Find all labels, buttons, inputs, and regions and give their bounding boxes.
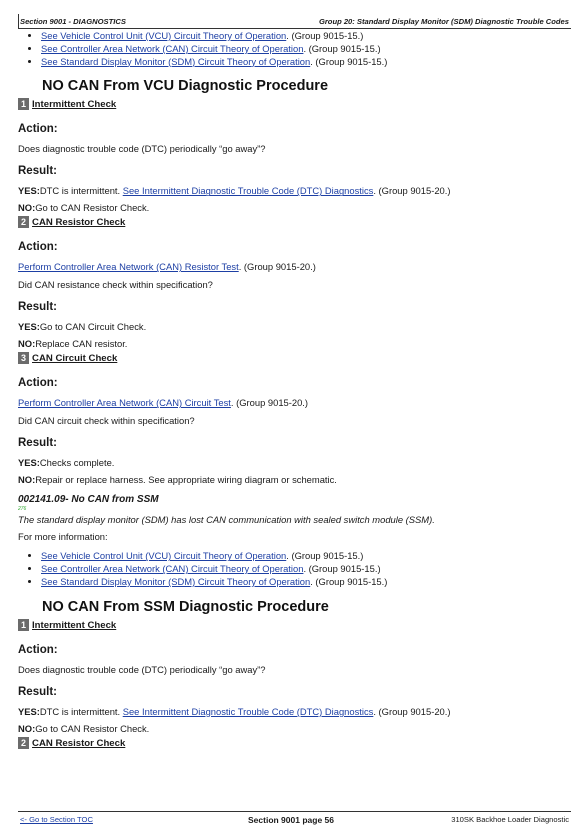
result-yes: YES:Checks complete. [18,457,115,469]
more-info-label: For more information: [18,531,108,543]
vcu-theory-link[interactable]: See Vehicle Control Unit (VCU) Circuit Theory of Operation [41,550,287,562]
list-item: • See Vehicle Control Unit (VCU) Circuit Theory of Operation. (Group 9015-15.) [41,550,573,563]
dtc-id: 276 [18,506,27,513]
mid-link-list [18,550,573,588]
go-to-section-toc-link[interactable]: <- Go to Section TOC [20,815,93,824]
dtc-description: The standard display monitor (SDM) has lost CAN communication with sealed switch module (SSM). [18,514,435,526]
result-heading: Result: [18,685,57,698]
action-instruction: Perform Controller Area Network (CAN) Resistor Test. (Group 9015-20.) [18,261,316,273]
list-item: • See Vehicle Control Unit (VCU) Circuit Theory of Operation. (Group 9015-15.) [41,30,573,43]
dtc-title: 002141.09- No CAN from SSM [18,494,159,506]
step-label[interactable]: Intermittent Check [32,619,117,631]
ssm-procedure-title: NO CAN From SSM Diagnostic Procedure [42,598,329,615]
list-item: • See Controller Area Network (CAN) Circuit Theory of Operation. (Group 9015-15.) [41,563,573,576]
header-group: Group 20: Standard Display Monitor (SDM) Diagnostic Trouble Codes [318,17,569,26]
list-item: • See Controller Area Network (CAN) Circuit Theory of Operation. (Group 9015-15.) [41,43,573,56]
page-footer [18,811,571,826]
action-heading: Action: [18,643,58,656]
step-label[interactable]: Intermittent Check [32,99,117,111]
page-number: Section 9001 page 56 [248,815,334,825]
step-number-badge: 1 [18,619,29,631]
ssm-step-1 [18,619,573,634]
page-header [18,14,571,29]
step-number-badge: 2 [18,216,29,228]
can-circuit-test-link[interactable]: Perform Controller Area Network (CAN) Circuit Test [18,397,231,409]
result-yes: YES:DTC is intermittent. See Intermittent Diagnostic Trouble Code (DTC) Diagnostics. (Group 9015-20.) [18,185,451,197]
step-label[interactable]: CAN Circuit Check [32,353,118,365]
page-content [18,30,573,752]
top-link-list [18,30,573,68]
ssm-step-2 [18,737,573,752]
action-instruction: Perform Controller Area Network (CAN) Circuit Test. (Group 9015-20.) [18,397,309,409]
result-heading: Result: [18,165,57,178]
step-number-badge: 3 [18,352,29,364]
action-heading: Action: [18,241,58,254]
step-number-badge: 2 [18,737,29,749]
intermittent-dtc-link[interactable]: See Intermittent Diagnostic Trouble Code (DTC) Diagnostics [122,185,374,197]
sdm-theory-link[interactable]: See Standard Display Monitor (SDM) Circuit Theory of Operation [41,55,311,67]
result-heading: Result: [18,301,57,314]
action-question: Does diagnostic trouble code (DTC) periodically “go away”? [18,143,266,155]
vcu-step-1 [18,98,573,113]
result-no: NO:Go to CAN Resistor Check. [18,722,150,734]
intermittent-dtc-link[interactable]: See Intermittent Diagnostic Trouble Code (DTC) Diagnostics [122,705,374,717]
vcu-step-2 [18,216,573,231]
vcu-theory-link[interactable]: See Vehicle Control Unit (VCU) Circuit Theory of Operation [41,30,287,41]
step-label[interactable]: CAN Resistor Check [32,737,126,749]
header-section: Section 9001 - DIAGNOSTICS [20,17,126,26]
result-no: NO:Replace CAN resistor. [18,338,128,350]
result-yes: YES:DTC is intermittent. See Intermittent Diagnostic Trouble Code (DTC) Diagnostics. (Group 9015-20.) [18,705,451,717]
list-item: • See Standard Display Monitor (SDM) Circuit Theory of Operation. (Group 9015-15.) [41,576,573,589]
action-heading: Action: [18,377,58,390]
action-question: Did CAN circuit check within specification? [18,415,195,427]
list-item: • See Standard Display Monitor (SDM) Circuit Theory of Operation. (Group 9015-15.) [41,56,573,69]
step-label[interactable]: CAN Resistor Check [32,217,126,229]
action-heading: Action: [18,123,58,136]
sdm-theory-link[interactable]: See Standard Display Monitor (SDM) Circuit Theory of Operation [41,575,311,587]
step-number-badge: 1 [18,98,29,110]
action-question: Did CAN resistance check within specification? [18,279,213,291]
result-no: NO:Repair or replace harness. See appropriate wiring diagram or schematic. [18,474,337,486]
result-heading: Result: [18,437,57,450]
vcu-step-3 [18,352,573,367]
can-resistor-test-link[interactable]: Perform Controller Area Network (CAN) Resistor Test [18,261,239,273]
book-title: 310SK Backhoe Loader Diagnostic [451,815,569,824]
can-theory-link[interactable]: See Controller Area Network (CAN) Circuit Theory of Operation [41,563,304,575]
vcu-procedure-title: NO CAN From VCU Diagnostic Procedure [42,78,329,95]
result-no: NO:Go to CAN Resistor Check. [18,202,150,214]
action-question: Does diagnostic trouble code (DTC) periodically “go away”? [18,663,266,675]
can-theory-link[interactable]: See Controller Area Network (CAN) Circuit Theory of Operation [41,42,304,54]
result-yes: YES:Go to CAN Circuit Check. [18,321,147,333]
